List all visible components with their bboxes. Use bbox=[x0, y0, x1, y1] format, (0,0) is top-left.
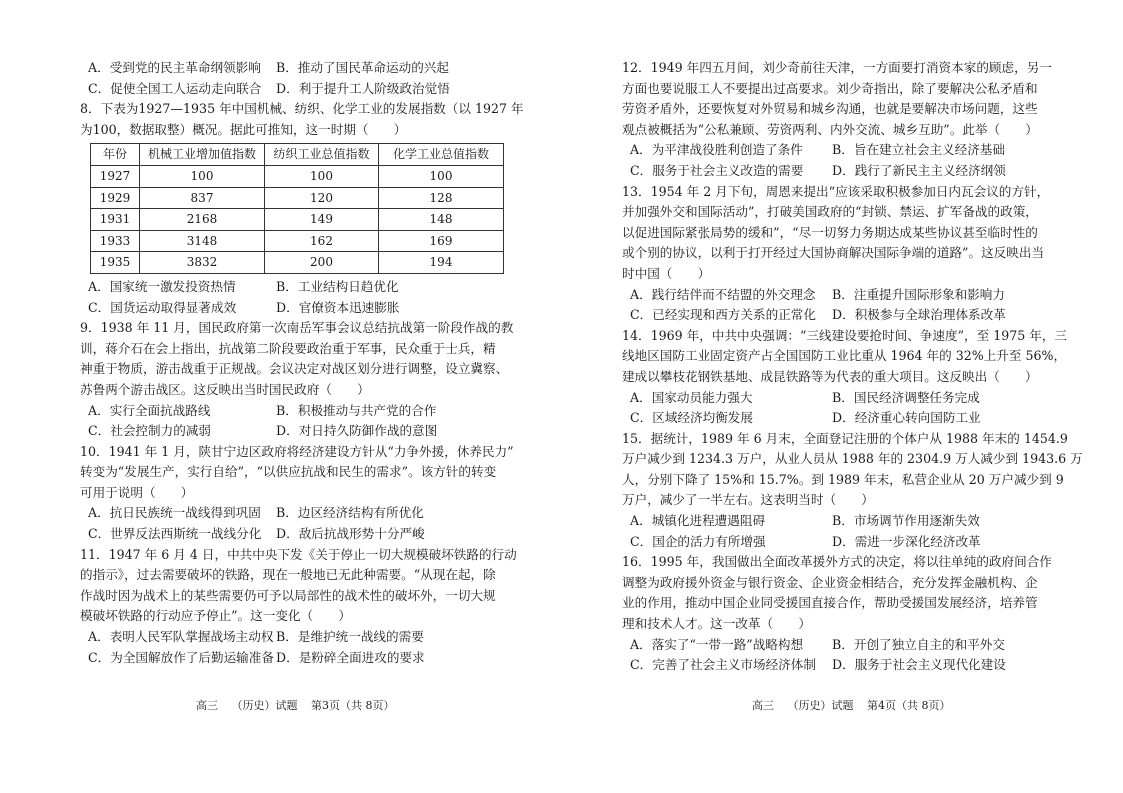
page-footer-left bbox=[196, 697, 405, 713]
q16-option-c[interactable]: C．完善了社会主义市场经济体制 bbox=[630, 657, 816, 673]
table-cell: 2168 bbox=[140, 209, 265, 231]
q15-stem-line: 万户，减少了一半左右。这表明当时（ ） bbox=[622, 492, 874, 508]
question-8 bbox=[80, 99, 524, 318]
table-cell: 100 bbox=[379, 165, 504, 187]
q16-options-row1 bbox=[622, 635, 1054, 656]
q10-options-row1 bbox=[80, 503, 510, 524]
q8-option-c[interactable]: C．国货运动取得显著成效 bbox=[88, 299, 237, 315]
q14-options-row1 bbox=[622, 388, 1054, 409]
q12-stem-line: 观点被概括为“公私兼顾、劳资两利、内外交流、城乡互助”。此举（ ） bbox=[622, 121, 1038, 137]
q16-option-a[interactable]: A．落实了“一带一路”战略构想 bbox=[630, 636, 804, 652]
q7-option-d[interactable]: D．利于提升工人阶级政治觉悟 bbox=[276, 80, 450, 96]
q9-options-row1 bbox=[80, 401, 510, 422]
page-footer-right bbox=[752, 697, 961, 713]
q11-option-d[interactable]: D．是粉碎全面进攻的要求 bbox=[276, 649, 425, 665]
q13-option-c[interactable]: C．已经实现和西方关系的正常化 bbox=[630, 307, 816, 323]
table-cell: 837 bbox=[140, 187, 265, 209]
q13-options-row1 bbox=[622, 285, 1054, 306]
table-header-row bbox=[91, 144, 504, 166]
table-header-cell: 机械工业增加值指数 bbox=[140, 144, 265, 166]
q9-stem-line: 苏鲁两个游击战区。这反映出当时国民政府（ ） bbox=[80, 381, 370, 397]
left-page bbox=[80, 58, 524, 668]
footer-grade: 高三 bbox=[752, 699, 774, 712]
q16-options-row2 bbox=[622, 655, 1054, 676]
table-cell: 120 bbox=[265, 187, 379, 209]
question-11 bbox=[80, 545, 517, 669]
q14-stem-line: 线地区国防工业固定资产占全国国防工业比重从 1964 年的 32%上升至 56%， bbox=[622, 348, 1067, 364]
q16-stem-line: 调整为政府援外资金与银行资金、企业资金相结合，充分发挥金融机构、企 bbox=[622, 574, 1038, 590]
q14-options-row2 bbox=[622, 408, 1054, 429]
q13-stem-line: 13．1954 年 2 月下旬，周恩来提出“应该采取积极参加日内瓦会议的方针， bbox=[622, 183, 1050, 199]
q14-stem-line: 14．1969 年，中共中央强调：“三线建设要抢时间、争速度”，至 1975 年，三 bbox=[622, 327, 1068, 343]
q15-option-a[interactable]: A．城镇化进程遭遇阻碍 bbox=[630, 513, 766, 529]
q8-option-d[interactable]: D．官僚资本迅速膨胀 bbox=[276, 299, 400, 315]
table-cell: 1927 bbox=[91, 165, 140, 187]
q14-option-a[interactable]: A．国家动员能力强大 bbox=[630, 389, 753, 405]
q7-option-c[interactable]: C．促使全国工人运动走向联合 bbox=[88, 80, 262, 96]
footer-subject: （历史）试题 bbox=[231, 699, 298, 712]
table-cell: 162 bbox=[265, 230, 379, 252]
table-cell: 169 bbox=[379, 230, 504, 252]
q10-option-d[interactable]: D．敌后抗战形势十分严峻 bbox=[276, 526, 425, 542]
q9-stem-line: 神重于物质，游击战重于正规战。会议决定对战区划分进行调整，设立冀察、 bbox=[80, 361, 509, 377]
q8-option-b[interactable]: B．工业结构日趋优化 bbox=[276, 278, 399, 294]
q13-stem-line: 或个别的协议，以利于打开经过大国协商解决国际争端的道路”。这反映出当 bbox=[622, 245, 1045, 261]
q10-options-row2 bbox=[80, 524, 510, 545]
q10-stem-line: 转变为“发展生产，实行自给”，“以供应抗战和民生的需求”。该方针的转变 bbox=[80, 464, 497, 480]
q9-options-row2 bbox=[80, 421, 510, 442]
question-9 bbox=[80, 318, 514, 442]
table-cell: 3832 bbox=[140, 252, 265, 274]
right-page bbox=[622, 58, 1083, 676]
q13-stem-line: 并加强外交和国际活动”，打破美国政府的“封锁、禁运、扩军备战的政策， bbox=[622, 204, 1038, 220]
q9-option-b[interactable]: B．积极推动与共产党的合作 bbox=[276, 402, 437, 418]
q13-option-a[interactable]: A．践行结伴而不结盟的外交理念 bbox=[630, 286, 816, 302]
question-14 bbox=[622, 326, 1068, 429]
table-row bbox=[91, 252, 504, 274]
q15-option-c[interactable]: C．国企的活力有所增强 bbox=[630, 533, 766, 549]
q11-stem-line: 模破坏铁路的行动应予停止”。这一变化（ ） bbox=[80, 608, 351, 624]
table-cell: 100 bbox=[265, 165, 379, 187]
q9-option-a[interactable]: A．实行全面抗战路线 bbox=[88, 402, 211, 418]
q7-option-b[interactable]: B．推动了国民革命运动的兴起 bbox=[276, 60, 449, 75]
q16-stem-line: 业的作用，推动中国企业同受援国直接合作，帮助受援国发展经济，培养管 bbox=[622, 595, 1038, 611]
q7-options-row2 bbox=[80, 79, 510, 100]
q8-data-table bbox=[90, 143, 504, 274]
q12-options-row1 bbox=[622, 140, 1054, 161]
question-16 bbox=[622, 552, 1054, 676]
q10-option-c[interactable]: C．世界反法西斯统一战线分化 bbox=[88, 526, 262, 542]
q15-stem-line: 人，分别下降了 15%和 15.7%。到 1989 年末，私营企业从 20 万户减少到 9 bbox=[622, 471, 1064, 487]
footer-grade: 高三 bbox=[196, 699, 218, 712]
table-cell: 200 bbox=[265, 252, 379, 274]
table-cell: 1933 bbox=[91, 230, 140, 252]
q11-stem-line: 的指示》，过去需要破坏的铁路，现在一般地已无此种需要。“从现在起，除 bbox=[80, 567, 496, 583]
q15-stem-line: 万户减少到 1234.3 万户，从业人员从 1988 年的 2304.9 万人减少到 1943.6 万 bbox=[622, 451, 1083, 467]
q14-option-c[interactable]: C．区域经济均衡发展 bbox=[630, 410, 753, 426]
q9-stem-line: 训，蒋介石在会上指出，抗战第二阶段要政治重于军事，民众重于士兵，精 bbox=[80, 340, 496, 356]
q13-options-row2 bbox=[622, 305, 1054, 326]
q11-option-a[interactable]: A．表明人民军队掌握战场主动权 bbox=[88, 629, 274, 645]
q10-stem-line: 10．1941 年 1 月，陕甘宁边区政府将经济建设方针从“力争外援，休养民力” bbox=[80, 443, 514, 459]
question-12 bbox=[622, 58, 1054, 182]
footer-subject: （历史）试题 bbox=[787, 699, 854, 712]
q13-stem-line: 时中国（ ） bbox=[622, 265, 711, 281]
q10-stem-line: 可用于说明（ ） bbox=[80, 484, 194, 500]
q11-option-b[interactable]: B．是维护统一战线的需要 bbox=[276, 629, 424, 645]
q12-stem-line: 劳资矛盾外，还要恢复对外贸易和城乡沟通，也就是要解决市场问题，这些 bbox=[622, 101, 1038, 117]
q12-option-b[interactable]: B．旨在建立社会主义经济基础 bbox=[832, 142, 1005, 158]
q16-option-b[interactable]: B．开创了独立自主的和平外交 bbox=[832, 636, 1005, 652]
q8-options-row1 bbox=[80, 277, 510, 298]
q11-option-c[interactable]: C．为全国解放作了后勤运输准备 bbox=[88, 649, 274, 665]
table-cell: 3148 bbox=[140, 230, 265, 252]
q12-option-c[interactable]: C．服务于社会主义改造的需要 bbox=[630, 162, 804, 178]
q12-options-row2 bbox=[622, 161, 1054, 182]
q16-stem-line: 16．1995 年，我国做出全面改革援外方式的决定，将以往单纯的政府间合作 bbox=[622, 554, 1052, 570]
footer-page-number: 第4页（共 8页） bbox=[867, 699, 951, 712]
table-cell: 1931 bbox=[91, 209, 140, 231]
table-header-cell: 年份 bbox=[91, 144, 140, 166]
q7-options-row1 bbox=[80, 58, 510, 79]
table-row bbox=[91, 187, 504, 209]
q15-options-row2 bbox=[622, 532, 1054, 553]
table-row bbox=[91, 230, 504, 252]
q11-options-row1 bbox=[80, 627, 510, 648]
q15-option-d[interactable]: D．需进一步深化经济改革 bbox=[832, 533, 981, 549]
table-cell: 194 bbox=[379, 252, 504, 274]
table-cell: 148 bbox=[379, 209, 504, 231]
q14-stem-line: 建成以攀枝花钢铁基地、成昆铁路等为代表的重大项目。这反映出（ ） bbox=[622, 368, 1038, 384]
q10-option-b[interactable]: B．边区经济结构有所优化 bbox=[276, 505, 424, 521]
q13-stem-line: 以促进国际紧张局势的缓和”，“尽一切努力务期达成某些协议甚至临时性的 bbox=[622, 224, 1038, 240]
q12-option-a[interactable]: A．为平津战役胜利创造了条件 bbox=[630, 142, 803, 158]
table-header-cell: 化学工业总值指数 bbox=[379, 144, 504, 166]
q13-option-b[interactable]: B．注重提升国际形象和影响力 bbox=[832, 286, 1005, 302]
footer-page-number: 第3页（共 8页） bbox=[311, 699, 395, 712]
q8-option-a[interactable]: A．国家统一激发投资热情 bbox=[88, 278, 236, 294]
q9-option-c[interactable]: C．社会控制力的减弱 bbox=[88, 423, 211, 439]
q10-option-a[interactable]: A．抗日民族统一战线得到巩固 bbox=[88, 505, 261, 521]
q8-stem-line: 为100，数据取整）概况。据此可推知，这一时期（ ） bbox=[80, 121, 407, 137]
q15-option-b[interactable]: B．市场调节作用逐渐失效 bbox=[832, 513, 980, 529]
q13-option-d[interactable]: D．积极参与全球治理体系改革 bbox=[832, 307, 1006, 323]
table-row bbox=[91, 209, 504, 231]
table-cell: 100 bbox=[140, 165, 265, 187]
q11-options-row2 bbox=[80, 648, 510, 669]
q11-stem-line: 11．1947 年 6 月 4 日，中共中央下发《关于停止一切大规模破坏铁路的行动 bbox=[80, 546, 517, 562]
question-10 bbox=[80, 442, 514, 545]
q14-option-b[interactable]: B．国民经济调整任务完成 bbox=[832, 389, 980, 405]
question-13 bbox=[622, 182, 1054, 326]
q12-option-d[interactable]: D．践行了新民主主义经济纲领 bbox=[832, 162, 1006, 178]
table-cell: 128 bbox=[379, 187, 504, 209]
q8-options-row2 bbox=[80, 298, 510, 319]
q9-stem-line: 9．1938 年 11 月，国民政府第一次南岳军事会议总结抗战第一阶段作战的教 bbox=[80, 320, 514, 336]
q16-stem-line: 理和技术人才。这一改革（ ） bbox=[622, 616, 811, 632]
q15-options-row1 bbox=[622, 511, 1054, 532]
q16-option-d[interactable]: D．服务于社会主义现代化建设 bbox=[832, 657, 1006, 673]
q9-option-d[interactable]: D．对日持久防御作战的意图 bbox=[276, 423, 438, 439]
table-cell: 1929 bbox=[91, 187, 140, 209]
table-cell: 1935 bbox=[91, 252, 140, 274]
table-row bbox=[91, 165, 504, 187]
q12-stem-line: 12．1949 年四五月间，刘少奇前往天津，一方面要打消资本家的顾虑，另一 bbox=[622, 60, 1052, 75]
q11-stem-line: 作战时因为战术上的某些需要仍可予以局部性的战术性的破坏外，一切大规 bbox=[80, 587, 496, 603]
q7-option-a[interactable]: A．受到党的民主革命纲领影响 bbox=[88, 60, 261, 75]
table-cell: 149 bbox=[265, 209, 379, 231]
table-header-cell: 纺织工业总值指数 bbox=[265, 144, 379, 166]
q12-stem-line: 方面也要说服工人不要提出过高要求。刘少奇指出，除了要解决公私矛盾和 bbox=[622, 80, 1038, 96]
q14-option-d[interactable]: D．经济重心转向国防工业 bbox=[832, 410, 981, 426]
q8-stem-line: 8．下表为1927—1935 年中国机械、纺织、化学工业的发展指数（以 1927 年 bbox=[80, 101, 524, 117]
question-15 bbox=[622, 429, 1083, 553]
q15-stem-line: 15．据统计，1989 年 6 月末，全面登记注册的个体户从 1988 年末的 1454.9 bbox=[622, 430, 1068, 446]
